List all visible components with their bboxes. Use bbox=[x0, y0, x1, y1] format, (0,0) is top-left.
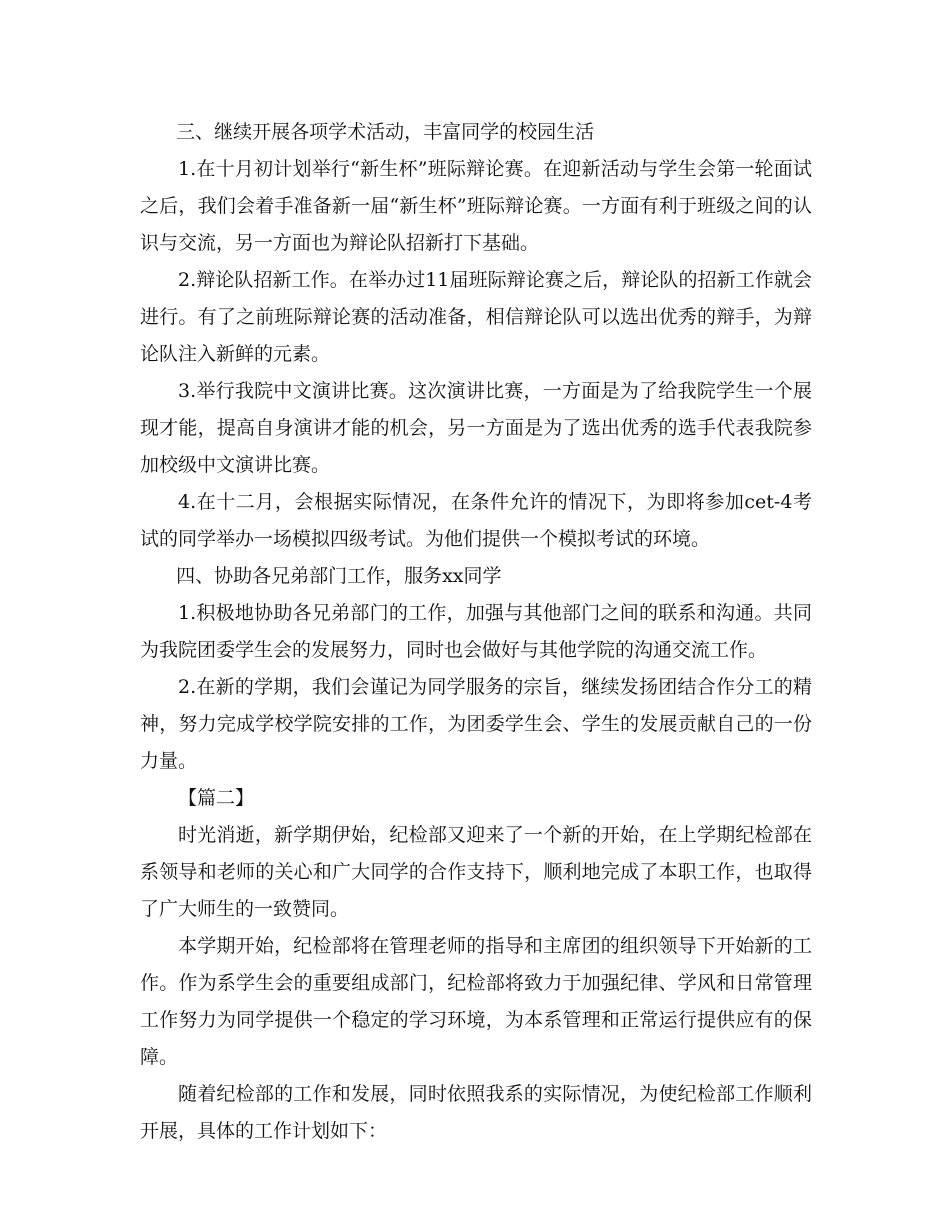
paragraph-new-semester: 2.在新的学期，我们会谨记为同学服务的宗旨，继续发扬团结合作分工的精神，努力完成学校学院安排的工作，为团委学生会、学生的发展贡献自己的一份力量。 bbox=[140, 676, 812, 772]
paragraph-debate-recruitment: 2.辩论队招新工作。在举办过11届班际辩论赛之后，辩论队的招新工作就会进行。有了之前班际辩论赛的活动准备，相信辩论队可以选出优秀的辩手，为辩论队注入新鲜的元素。 bbox=[140, 269, 812, 365]
paragraph-part-two-intro: 时光消逝，新学期伊始，纪检部又迎来了一个新的开始，在上学期纪检部在系领导和老师的关心和广大同学的合作支持下，顺利地完成了本职工作，也取得了广大师生的一致赞同。 bbox=[140, 824, 812, 920]
paragraph-speech-contest: 3.举行我院中文演讲比赛。这次演讲比赛，一方面是为了给我院学生一个展现才能，提高自身演讲才能的机会，另一方面是为了选出优秀的选手代表我院参加校级中文演讲比赛。 bbox=[140, 380, 812, 476]
section-heading-four: 四、协助各兄弟部门工作，服务xx同学 bbox=[176, 565, 502, 587]
paragraph-assist-departments: 1.积极地协助各兄弟部门的工作，加强与其他部门之间的联系和沟通。共同为我院团委学生会的发展努力，同时也会做好与其他学院的沟通交流工作。 bbox=[140, 602, 812, 661]
paragraph-plan-intro: 随着纪检部的工作和发展，同时依照我系的实际情况，为使纪检部工作顺利开展，具体的工作计划如下： bbox=[140, 1083, 812, 1142]
paragraph-mock-exam: 4.在十二月，会根据实际情况，在条件允许的情况下，为即将参加cet-4考试的同学举办一场模拟四级考试。为他们提供一个模拟考试的环境。 bbox=[140, 491, 812, 550]
document-body bbox=[140, 114, 812, 1150]
paragraph-debate-contest: 1.在十月初计划举行“新生杯”班际辩论赛。在迎新活动与学生会第一轮面试之后，我们会着手准备新一届“新生杯”班际辩论赛。一方面有利于班级之间的认识与交流，另一方面也为辩论队招新打下基础。 bbox=[140, 158, 812, 254]
section-heading-three: 三、继续开展各项学术活动，丰富同学的校园生活 bbox=[176, 121, 595, 143]
paragraph-discipline-role: 本学期开始，纪检部将在管理老师的指导和主席团的组织领导下开始新的工作。作为系学生会的重要组成部门，纪检部将致力于加强纪律、学风和日常管理工作努力为同学提供一个稳定的学习环境，为本系管理和正常运行提供应有的保障。 bbox=[140, 935, 812, 1068]
part-two-heading: 【篇二】 bbox=[178, 787, 255, 809]
